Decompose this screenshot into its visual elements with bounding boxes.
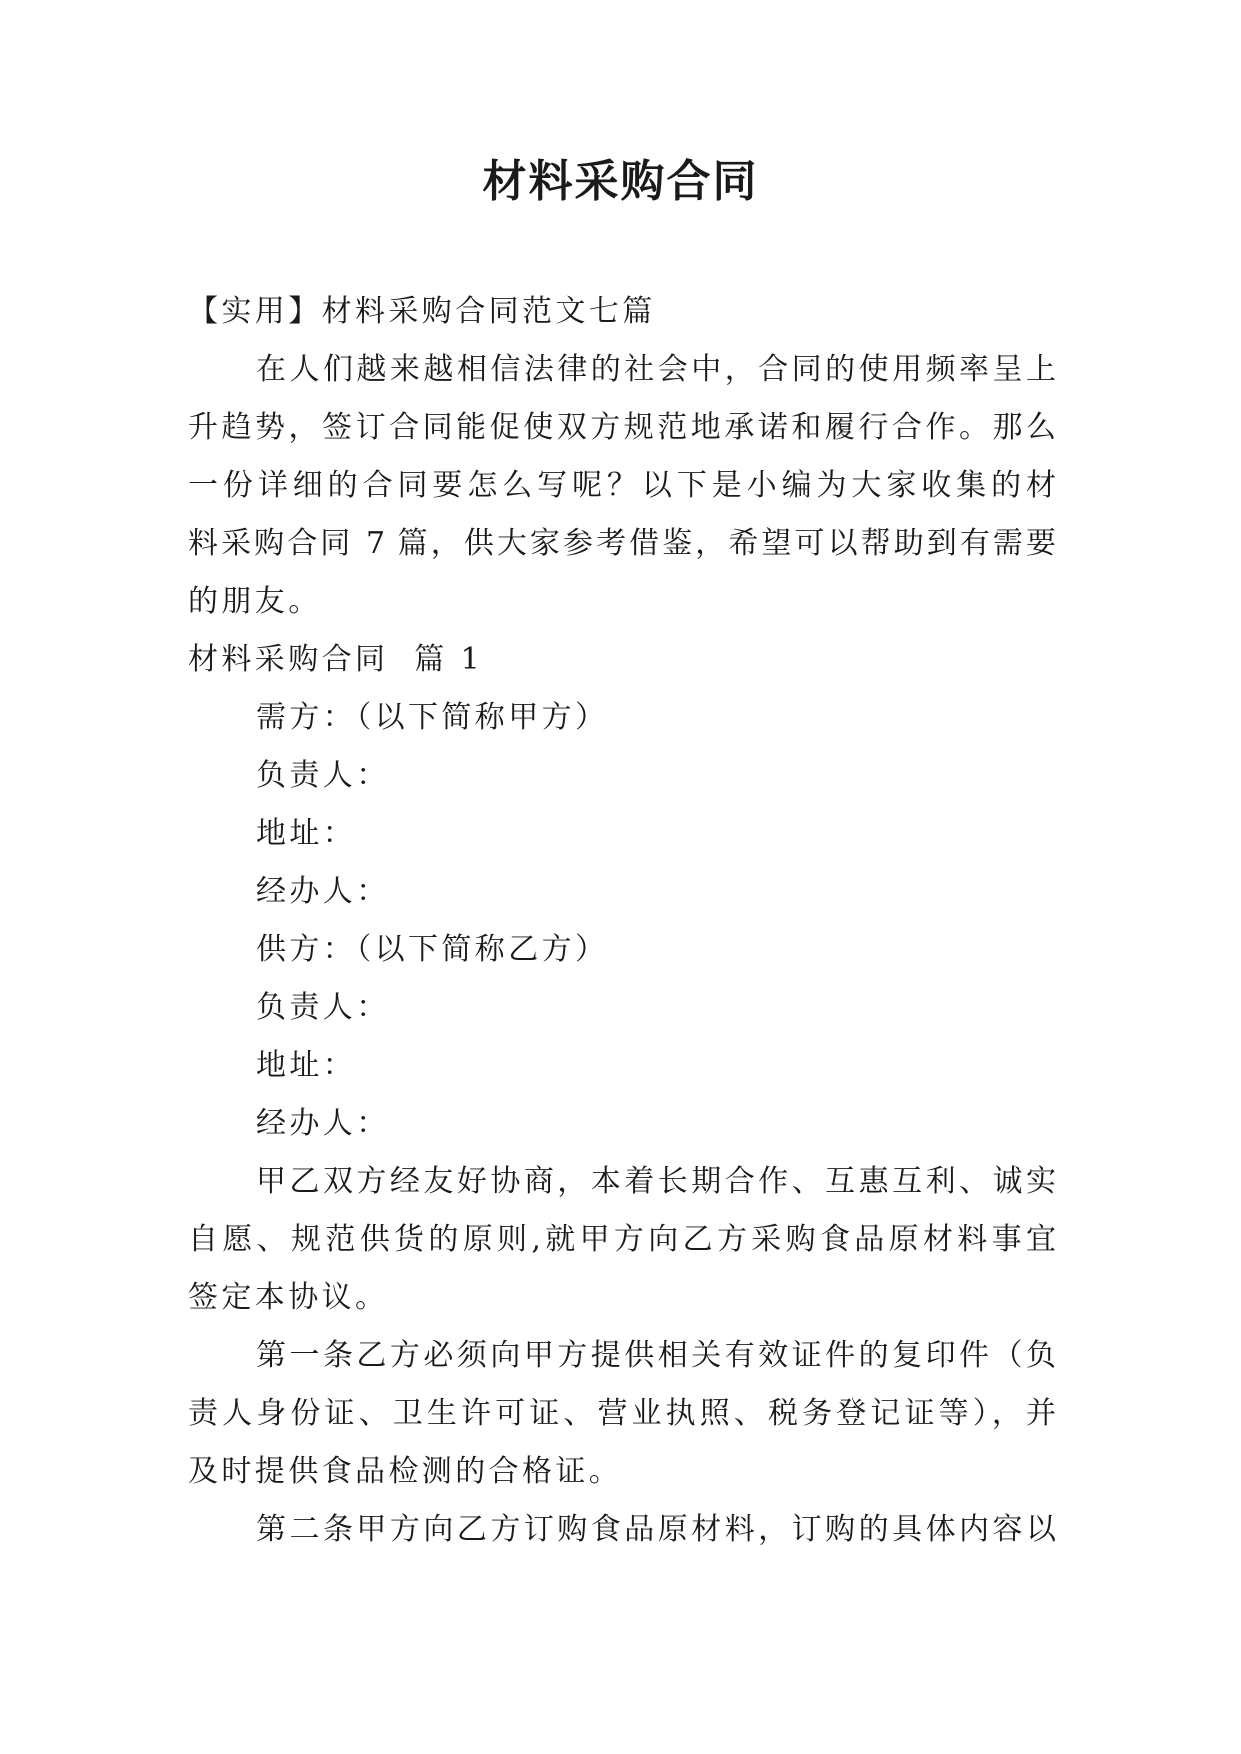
party-line: 负责人： — [256, 990, 390, 1025]
subtitle-line: 【实用】材料采购合同范文七篇 — [188, 294, 656, 329]
paragraph-line: 升趋势，签订合同能促使双方规范地承诺和履行合作。那么 — [188, 410, 1056, 445]
party-line: 负责人： — [256, 758, 390, 793]
party-line: 经办人： — [256, 874, 390, 909]
paragraph-line: 责人身份证、卫生许可证、营业执照、税务登记证等），并 — [188, 1396, 1056, 1431]
paragraph-line: 及时提供食品检测的合格证。 — [188, 1454, 623, 1489]
paragraph-line: 第一条乙方必须向甲方提供相关有效证件的复印件（负 — [256, 1338, 1056, 1373]
party-line: 经办人： — [256, 1106, 390, 1141]
document-title: 材料采购合同 — [482, 156, 759, 207]
party-line: 需方：（以下简称甲方） — [256, 700, 609, 735]
paragraph-line: 的朋友。 — [188, 584, 322, 619]
party-line: 地址： — [256, 816, 357, 851]
party-line: 供方：（以下简称乙方） — [256, 932, 609, 967]
paragraph-line: 甲乙双方经友好协商，本着长期合作、互惠互利、诚实 — [256, 1164, 1056, 1199]
paragraph-line: 签定本协议。 — [188, 1280, 389, 1315]
paragraph-line: 自愿、规范供货的原则,就甲方向乙方采购食品原材料事宜 — [188, 1222, 1056, 1257]
party-line: 地址： — [256, 1048, 357, 1083]
paragraph-line: 在人们越来越相信法律的社会中，合同的使用频率呈上 — [256, 352, 1056, 387]
document-body — [188, 283, 1056, 1559]
paragraph-line: 一份详细的合同要怎么写呢？以下是小编为大家收集的材 — [188, 468, 1056, 503]
section-heading: 材料采购合同 篇 1 — [188, 642, 484, 677]
paragraph-line: 料采购合同 7 篇，供大家参考借鉴，希望可以帮助到有需要 — [188, 526, 1056, 561]
paragraph-line: 第二条甲方向乙方订购食品原材料，订购的具体内容以 — [256, 1512, 1056, 1547]
